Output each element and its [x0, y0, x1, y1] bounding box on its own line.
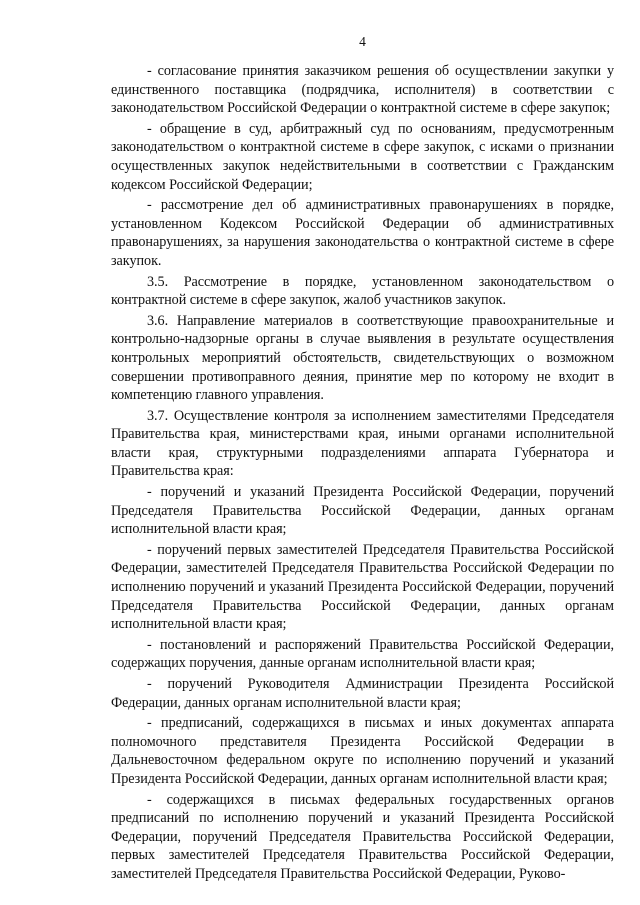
paragraph-court-appeal: - обращение в суд, арбитражный суд по основаниям, предусмотренным законодательством о контрактной системе в сфере закупок, с исками о признании осуществленных закупок недействительными в соответствии с Гражданским кодексом Российской Федерации; [111, 120, 614, 193]
paragraph-3-6-materials: 3.6. Направление материалов в соответствующие правоохранительные и контрольно-надзорные органы в случае выявления в результате осуществления контрольных мероприятий обстоятельств, свидетельствующих о возможном совершении противоправного деяния, принятие мер по которому не входит в компетенцию главного управления. [111, 312, 614, 404]
paragraph-3-7-control: 3.7. Осуществление контроля за исполнением заместителями Председателя Правительства края, министерствами края, иными органами исполнительной власти края, структурными подразделениями аппарата Губернатора и Правительства края: [111, 407, 614, 480]
paragraph-administration-head-orders: - поручений Руководителя Администрации Президента Российской Федерации, данных органам исполнительной власти края; [111, 676, 614, 711]
paragraph-3-5-complaints: 3.5. Рассмотрение в порядке, установленном законодательством о контрактной системе в сфере закупок, жалоб участников закупок. [111, 273, 614, 309]
paragraph-plenipotentiary-instructions: - предписаний, содержащихся в письмах и иных документах аппарата полномочного представителя Президента Российской Федерации в Дальневосточном федеральном округе по исполнению поручений и указаний Президента Российской Федерации, данных органам исполнительной власти края; [111, 715, 614, 787]
paragraph-administrative-cases: - рассмотрение дел об административных правонарушениях в порядке, установленном Кодексом Российской Федерации об административных правонарушениях, за нарушения законодательства о контрактной системе в сфере закупок. [111, 197, 614, 269]
paragraph-president-orders: - поручений и указаний Президента Российской Федерации, поручений Председателя Правительства Российской Федерации, данных органам исполнительной власти края; [111, 484, 614, 538]
paragraph-federal-letters: - содержащихся в письмах федеральных государственных органов предписаний по исполнению поручений и указаний Президента Российской Федерации, поручений Председателя Правительства Российской Федерации, первых заместителей Председателя Правительства Российской Федерации, заместителей Председателя Правительства Российской Федерации, Руково- [111, 791, 614, 882]
paragraph-government-resolutions: - постановлений и распоряжений Правительства Российской Федерации, содержащих поручения, данные органам исполнительной власти края; [111, 636, 614, 672]
page-number: 4 [359, 34, 366, 49]
paragraph-approval-single-supplier: - согласование принятия заказчиком решения об осуществлении закупки у единственного поставщика (подрядчика, исполнителя) в соответствии с законодательством Российской Федерации о контрактной системе в сфере закупок; [111, 63, 614, 117]
paragraph-deputy-orders: - поручений первых заместителей Председателя Правительства Российской Федерации, заместителей Председателя Правительства Российской Федерации по исполнению поручений и указаний Президента Российской Федерации, поручений Председателя Правительства Российской Федерации, данных органам исполнительной власти края; [111, 541, 614, 633]
